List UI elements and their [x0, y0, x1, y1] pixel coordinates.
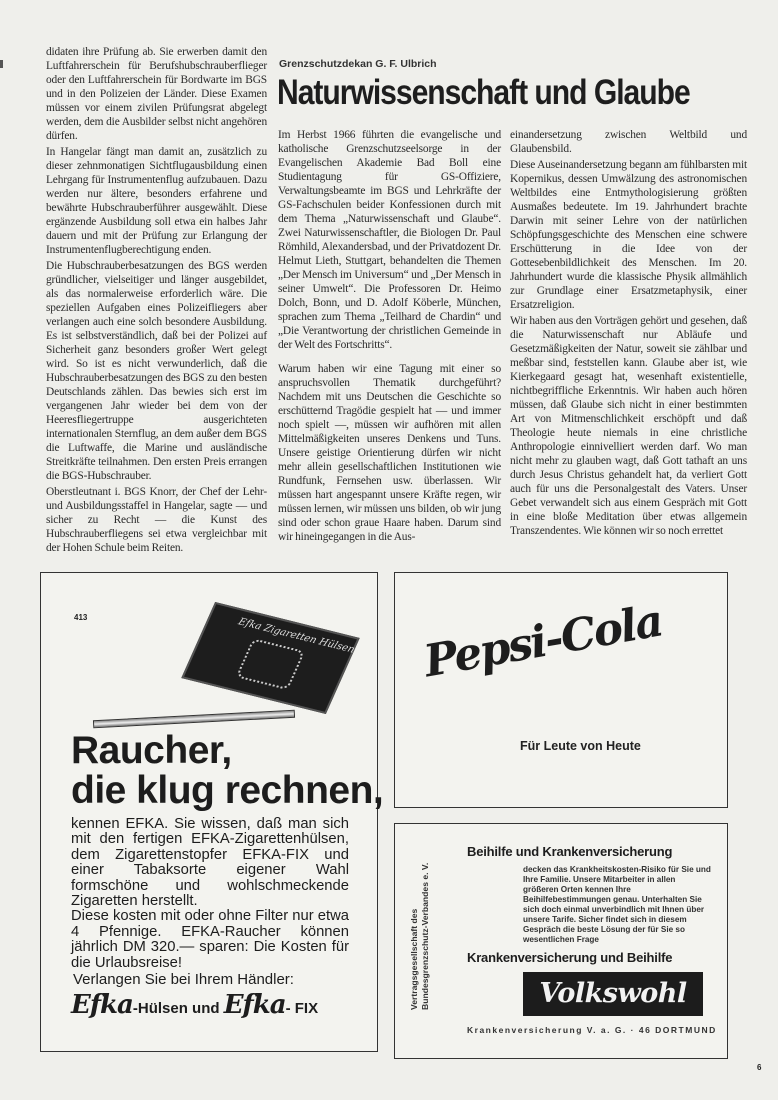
paragraph: Warum haben wir eine Tagung mit einer so anspruchsvollen Thematik durchgeführt? Nachdem mit uns Deutschen die Geschichte so erschütternd Tragödie gespielt hat — und immer noch spielt —, müssen wir aufhören mit allen Mittelmäßigkeiten unseres Denkens und Tuns. Unsere geistige Orientierung dürfen wir nicht mehr allein gesellschaftlichen Institutionen wie Rundfunk, Fernsehen usw. überlassen. Wir müssen hart angespannt unsere Kräfte regen, wir müssen lernen, wir müssen uns bilden, ob wir jung sind oder schon graue Haare haben. Darum sind wir hineingegangen in die Aus-	[278, 363, 501, 543]
volkswohl-heading-2: Krankenversicherung und Beihilfe	[467, 950, 673, 965]
efka-logo: Efka	[71, 990, 133, 1021]
article-author: Grenzschutzdekan G. F. Ulbrich	[279, 58, 437, 70]
efka-body-text: kennen EFKA. Sie wissen, daß man sich mit den fertigen EFKA-Zigarettenhülsen, dem Zigarettenstopfer EFKA-FIX und einer Tabaksorte eigener Wahl formschöne und wohlschmeckende Zigaretten herstellt.	[71, 816, 349, 910]
pepsi-cola-logo: Pepsi-Cola	[420, 595, 666, 688]
efka-headline	[71, 729, 384, 812]
pack-ornament	[236, 638, 306, 690]
paragraph: didaten ihre Prüfung ab. Sie erwerben damit den Luftfahrerschein für Berufshubschrauberflieger oder den Luftfahrerschein für Bordwarte im BGS und in den Polizeien der Länder. Diese Examen müssen vor einem zivilen Prüfungsrat abgelegt werden, dem die Ausbilder selbst nicht angehören dürfen.	[46, 46, 267, 142]
article-continued-column	[46, 45, 267, 557]
ad-code: 413	[74, 613, 88, 622]
efka-call-to-action: Verlangen Sie bei Ihrem Händler:	[73, 971, 294, 989]
volkswohl-footer: Krankenversicherung V. a. G. · 46 DORTMUND	[467, 1025, 717, 1035]
paragraph: Die Hubschrauberbesatzungen des BGS werden gründlicher, vielseitiger und länger ausgebildet, als das normalerweise erforderlich wäre. Die speziellen Aufgaben eines Polizeifliegers aber verlangen auch eine solch besondere Ausbildung. Es ist selbstverständlich, daß bei der Polizei auf Sicherheit ganz besonders großer Wert gelegt wird. So ist es nicht verwunderlich, daß die Hubschrauberbesatzungen des BGS zu den besten Deutschlands zählen. Das bewies sich erst im vergangenen Jahr wieder bei dem von der Heeresfliegertruppe ausgerichteten internationalen Sternflug, an dem außer dem BGS die Luftwaffe, die Marine und ausländische Streitkräfte teilnahmen. Den ersten Preis errangen die BGS-Hubschrauber.	[46, 260, 267, 482]
efka-advertisement	[40, 572, 384, 1052]
volkswohl-advertisement	[394, 823, 728, 1059]
paragraph: einandersetzung zwischen Weltbild und Glaubensbild.	[510, 129, 747, 155]
efka-logo: Efka	[223, 990, 286, 1021]
article-column-2	[278, 128, 501, 546]
volkswohl-heading: Beihilfe und Krankenversicherung	[467, 844, 673, 859]
scan-mark	[0, 60, 3, 68]
headline-line-2: die klug rechnen,	[71, 769, 384, 812]
side-line: Vertragsgesellschaft des	[409, 908, 419, 1010]
volkswohl-side-text	[409, 830, 431, 1010]
efka-body	[71, 817, 349, 971]
article-title: Naturwissenschaft und Glaube	[277, 73, 690, 112]
paragraph: Wir haben aus den Vorträgen gehört und gesehen, daß die Naturwissenschaft nur Abläufe und Gesetzmäßigkeiten der Natur, soweit sie zählbar und meßbar sind, feststellen kann. Glaube aber ist, wie Kierkegaard gesagt hat, wesenhaft existentielle, nichtbegriffliche Erkenntnis. Wir haben auch hören müssen, daß Glaube sich nicht in einer bestimmten Art von Mitmenschlichkeit erschöpft und daß Theologie heute niemals in eine christliche Anthropologie einnivelliert werden darf. Wo man nicht mehr zu glauben wagt, daß Gott tathaft an uns durch Jesus Christus gehandelt hat, da verliert Gott auch für uns die Personalgestalt des Vaters. Unser Gebet verwandelt sich aus einem Gespräch mit Gott in eine bloße Meditation über etwas allgemein Transzendentes. Wie können wir so noch errettet	[510, 315, 747, 537]
efka-body-text: Diese kosten mit oder ohne Filter nur etwa 4 Pfennige. EFKA-Raucher können jährlich DM 320.— sparen: Die Kosten für die Urlaubsreise!	[71, 908, 349, 971]
volkswohl-logo: Volkswohl	[523, 972, 703, 1016]
volkswohl-body: decken das Krankheitskosten-Risiko für Sie und Ihre Familie. Unsere Mitarbeiter in allen größeren Orten kennen Ihre Beihilfebestimmungen genau. Unterhalten Sie sich doch einmal unverbindlich mit Ihnen über unsere Tarife. Sicher findet sich in diesem Gespräch die beste Lösung der für Sie so wesentlichen Frage	[523, 865, 711, 944]
efka-product-line	[71, 990, 349, 1024]
side-line: Bundesgrenzschutz-Verbandes e. V.	[420, 862, 430, 1010]
pack-label: Efka Zigaretten Hülsen	[236, 616, 357, 656]
product-text: - FIX	[285, 1000, 319, 1018]
headline-line-1: Raucher,	[71, 729, 232, 772]
page-number: 6	[757, 1063, 762, 1072]
paragraph: In Hangelar fängt man damit an, zusätzlich zu dieser zehnmonatigen Sichtflugausbildung einen Lehrgang für Instrumentenflug aufzubauen. Dazu werden nur ältere, besonders erfahrene und bewährte Hubschrauberführer ausgewählt. Diese ergänzende Ausbildung soll etwa ein halbes Jahr dauern und mit der Prüfung zur Erlangung der Instrumentenflugberechtigung enden.	[46, 146, 267, 256]
cigarette-stuffer-image	[93, 710, 295, 729]
paragraph: Oberstleutnant i. BGS Knorr, der Chef der Lehr- und Ausbildungsstaffel in Hangelar, sagte — und sicher zu Recht — die Kunst des Hubschrauberfliegens sei etwa vergleichbar mit der Hohen Schule beim Reiten.	[46, 486, 267, 554]
paragraph: Diese Auseinandersetzung begann am fühlbarsten mit Kopernikus, dessen Umwälzung des astronomischen Weltbildes eine Entmythologisierung größten Ausmaßes bedeutete. Im 19. Jahrhundert brachte Darwin mit seiner Lehre von der natürlichen Schöpfungsgeschichte des Menschen eine schwere Erschütterung in die Idee von der Gottesebenbildlichkeit des Menschen. Im 20. Jahrhundert wurde die klassische Physik allmählich zur Grundlage einer Ersatzmetaphysik, einer Ersatzreligion.	[510, 159, 747, 311]
article-column-3	[510, 128, 747, 540]
pepsi-slogan: Für Leute von Heute	[520, 739, 641, 753]
pepsi-advertisement	[394, 572, 728, 808]
product-text: -Hülsen und	[132, 1000, 224, 1018]
volkswohl-main	[467, 844, 717, 1036]
paragraph: Im Herbst 1966 führten die evangelische und katholische Grenzschutzseelsorge in der Evangelischen Akademie Bad Boll eine Studientagung für GS-Offiziere, Verwaltungsbeamte im BGS und Lehrkräfte der GS-Fachschulen beider Konfessionen durch mit dem Thema „Naturwissenschaft und Glaube“. Zwei Naturwissenschaftler, die Biologen Dr. Paul Römhild, Alexandersbad, und der Privatdozent Dr. Helmut Lieth, Stuttgart, behandelten die Themen „Der Mensch im Universum“ und „Der Mensch in seiner Umwelt“. Die Professoren Dr. Heimo Dolch, Bonn, und D. Adolf Köberle, München, sprachen zum Thema „Teilhard de Chardin“ und „Die Verantwortung der christlichen Gemeinde in der Welt des Fortschritts“.	[278, 129, 501, 351]
